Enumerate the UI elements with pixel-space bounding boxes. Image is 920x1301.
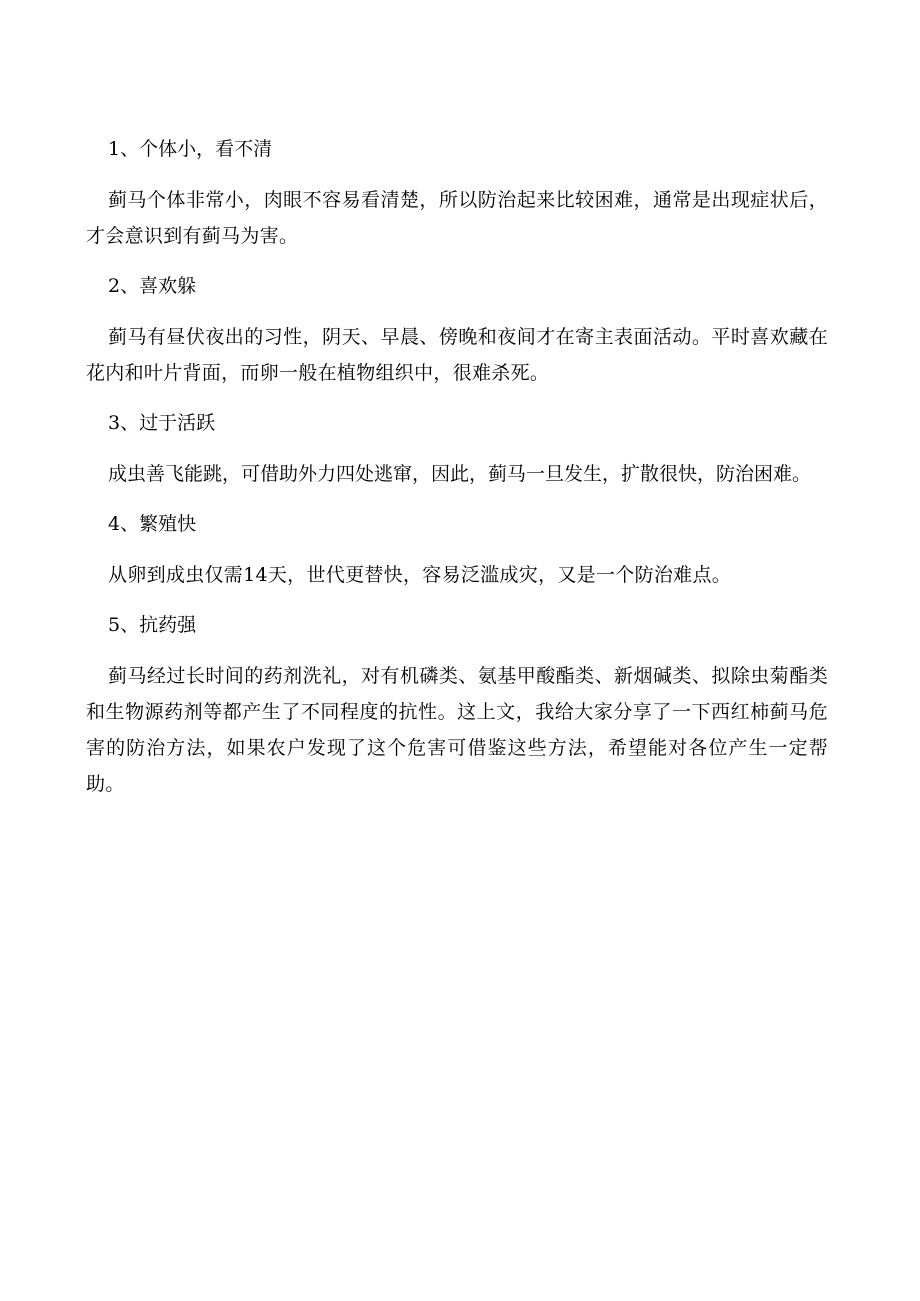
section-body-2: 蓟马有昼伏夜出的习性，阴天、早晨、傍晚和夜间才在寄主表面活动。平时喜欢藏在花内和叶片背面，而卵一般在植物组织中，很难杀死。 bbox=[86, 326, 828, 384]
section-body-1: 蓟马个体非常小，肉眼不容易看清楚，所以防治起来比较困难，通常是出现症状后，才会意识到有蓟马为害。 bbox=[86, 189, 828, 247]
section-body-5: 蓟马经过长时间的药剂洗礼，对有机磷类、氨基甲酸酯类、新烟碱类、拟除虫菊酯类和生物源药剂等都产生了不同程度的抗性。这上文，我给大家分享了一下西红柿蓟马危害的防治方法，如果农户发现了这个危害可借鉴这些方法，希望能对各位产生一定帮助。 bbox=[86, 665, 828, 795]
section-heading-4: 4、繁殖快 bbox=[108, 513, 197, 535]
section-heading-2: 2、喜欢躲 bbox=[108, 275, 197, 297]
section-heading-1: 1、个体小，看不清 bbox=[108, 138, 273, 160]
section-body-4: 从卵到成虫仅需14天，世代更替快，容易泛滥成灾，又是一个防治难点。 bbox=[108, 564, 732, 586]
document-body bbox=[86, 134, 828, 819]
section-heading-3: 3、过于活跃 bbox=[108, 412, 216, 434]
section-heading-5: 5、抗药强 bbox=[108, 614, 197, 636]
section-body-3: 成虫善飞能跳，可借助外力四处逃窜，因此，蓟马一旦发生，扩散很快，防治困难。 bbox=[108, 463, 812, 485]
